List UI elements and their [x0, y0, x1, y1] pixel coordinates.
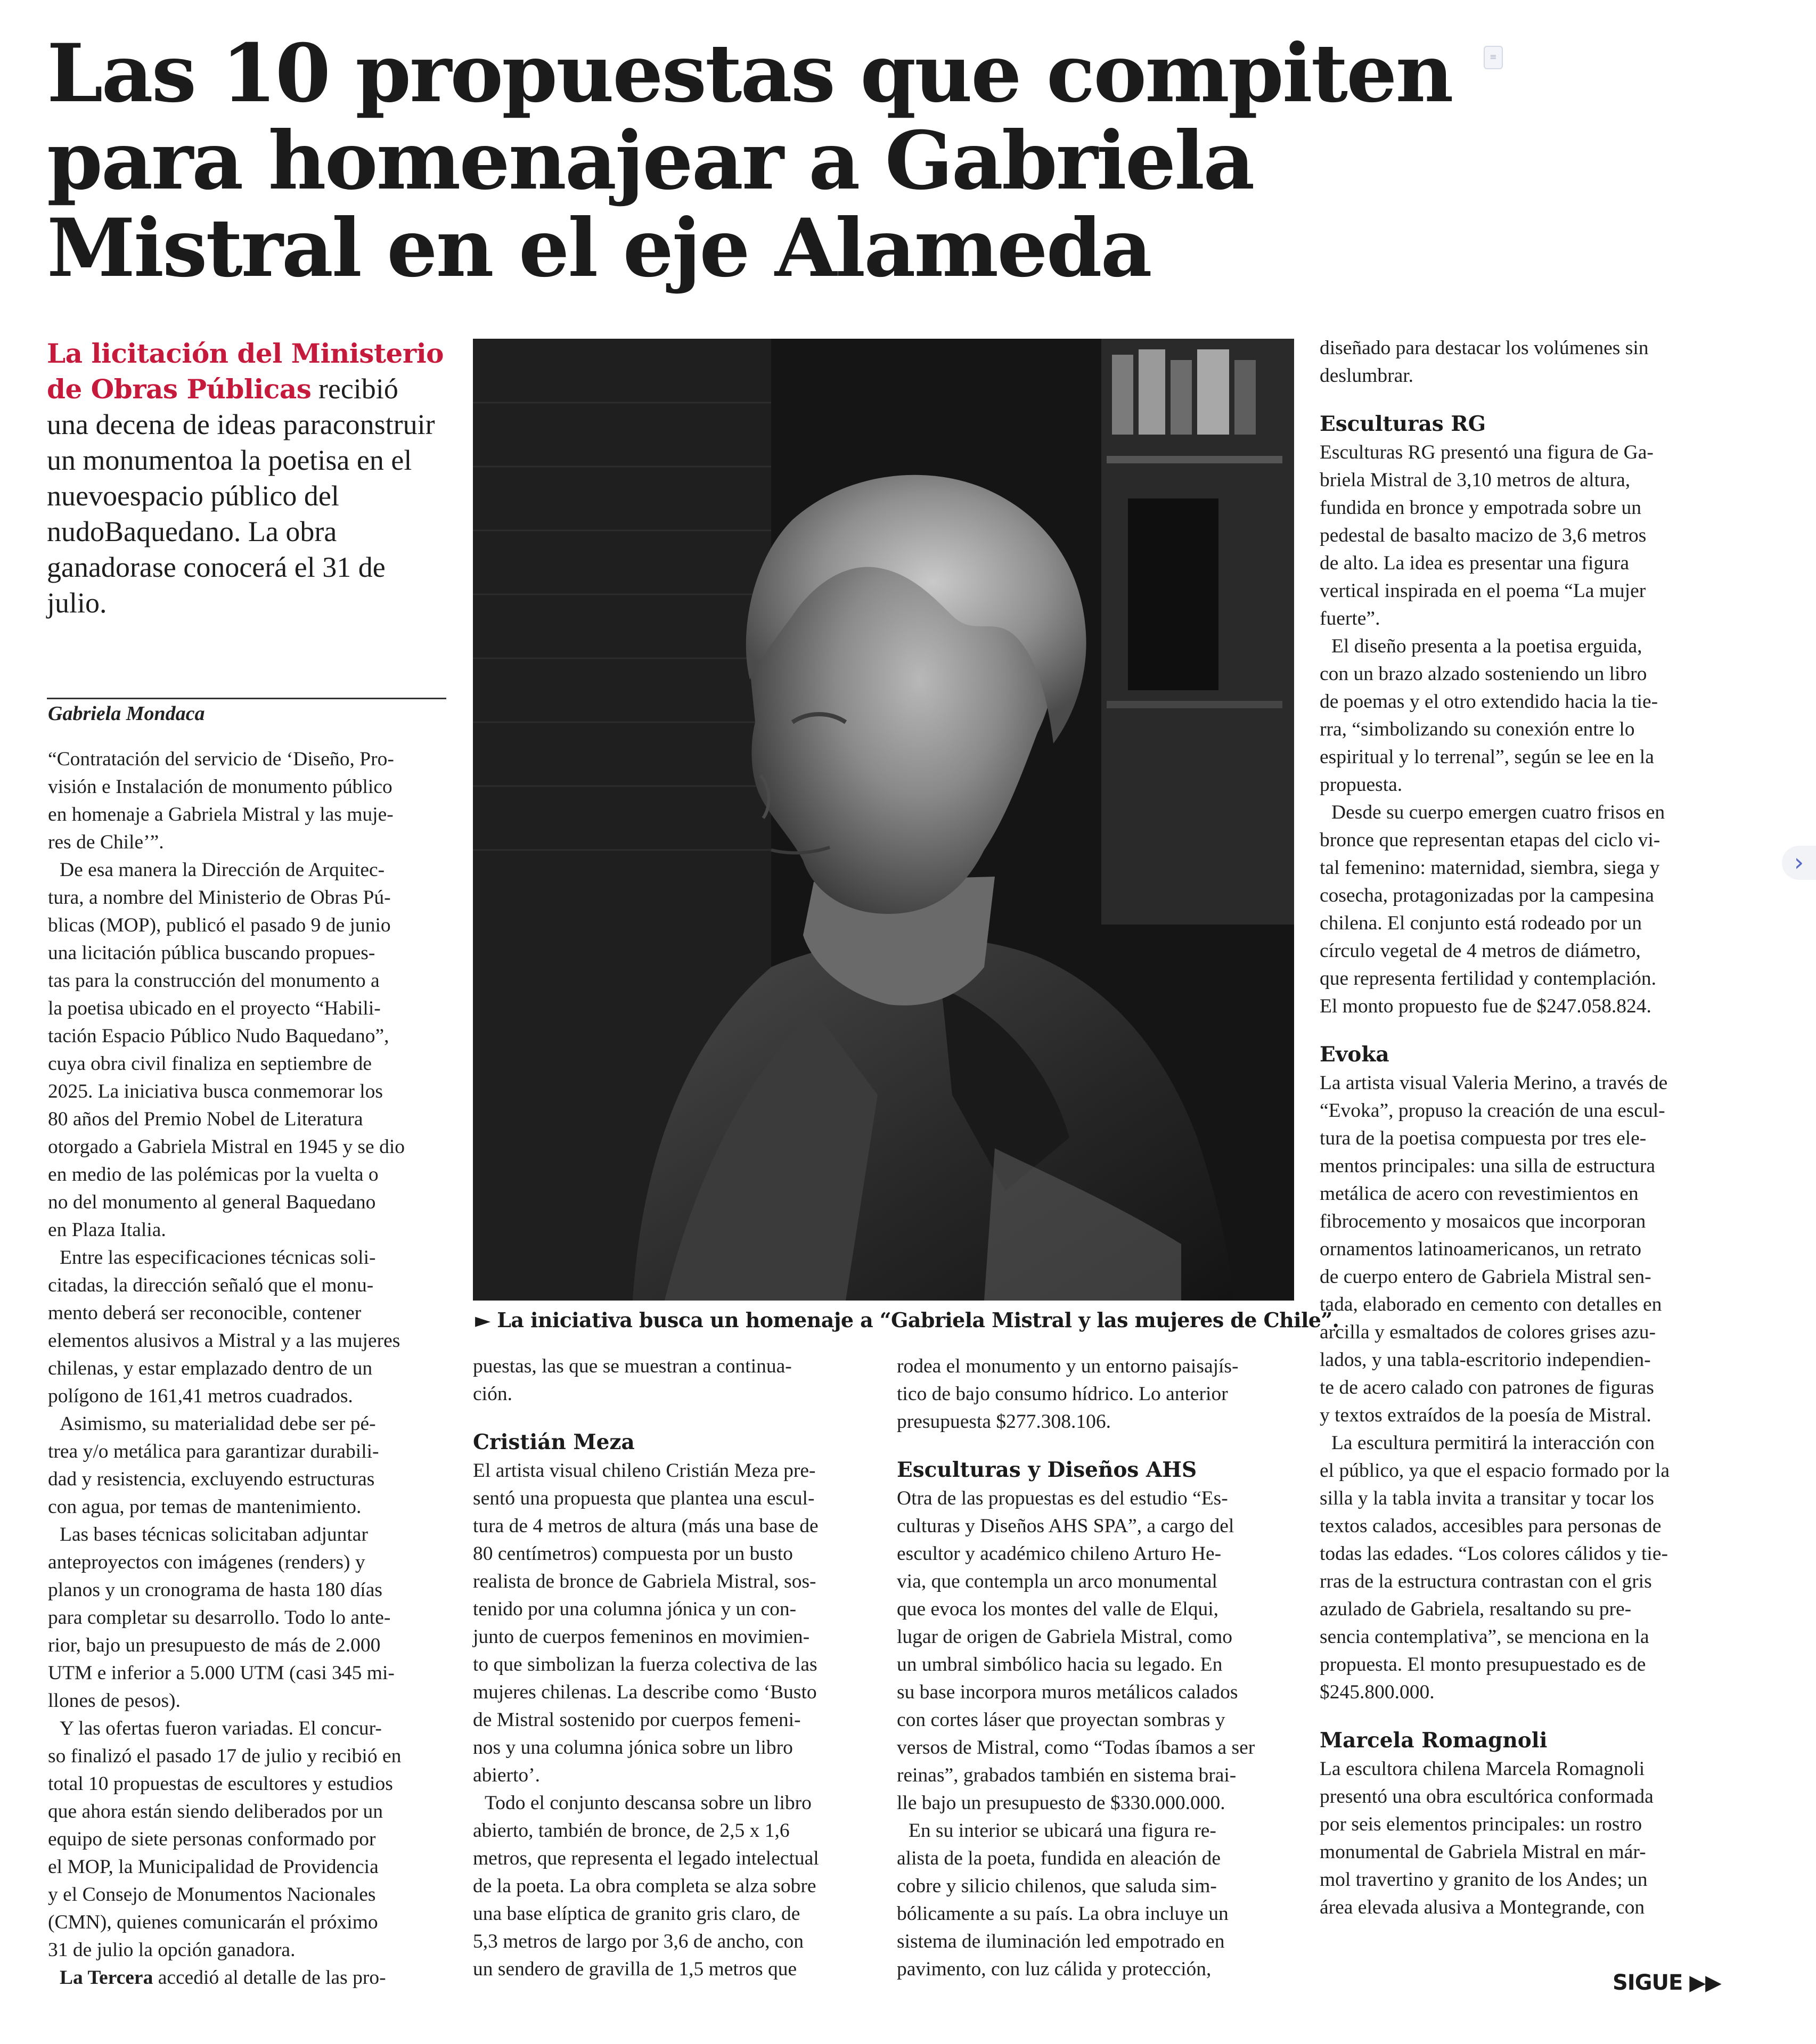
portrait-photo: [473, 339, 1294, 1301]
text-line: de cuerpo entero de Gabriela Mistral sen-: [1320, 1266, 1651, 1288]
text-line: pavimento, con luz cálida y protección,: [897, 1958, 1212, 1980]
text-line: la poetisa ubicado en el proyecto “Habili-: [48, 998, 381, 1019]
text-line: presupuesta $277.308.106.: [897, 1411, 1111, 1433]
text-line: abierto’.: [473, 1764, 540, 1786]
text-line: equipo de siete personas conformado por: [48, 1828, 376, 1850]
text-line: en Plaza Italia.: [48, 1219, 166, 1241]
byline-rule: [47, 698, 446, 699]
text-line: mentos principales: una silla de estructura: [1320, 1155, 1656, 1177]
text-line: La escultura permitirá la interacción con: [1331, 1432, 1655, 1454]
text-line: “Contratación del servicio de ‘Diseño, Pro-: [48, 748, 394, 770]
text-line: con un brazo alzado sosteniendo un libro: [1320, 663, 1647, 685]
text-line: tenido por una columna jónica y un con-: [473, 1598, 797, 1620]
text-line: tico de bajo consumo hídrico. Lo anterior: [897, 1383, 1228, 1405]
text-line: (CMN), quienes comunicarán el próximo: [48, 1911, 378, 1933]
text-line: bronce que representan etapas del ciclo vi-: [1320, 829, 1660, 851]
text-line: de la poeta. La obra completa se alza sobre: [473, 1875, 816, 1897]
text-line: que representa fertilidad y contemplación.: [1320, 968, 1657, 990]
text-line: via, que contempla un arco monumental: [897, 1571, 1217, 1592]
text-line: te de acero calado con patrones de figuras: [1320, 1377, 1654, 1399]
text-line: espiritual y lo terrenal”, según se lee en la: [1320, 746, 1654, 768]
text-line: De esa manera la Dirección de Arquitec-: [60, 859, 385, 881]
text-line: chilenas, y estar emplazado dentro de un: [48, 1358, 373, 1379]
text-line: de poemas y el otro extendido hacia la tie-: [1320, 691, 1658, 713]
chevron-right-icon[interactable]: ›: [1782, 846, 1816, 880]
section-heading: Marcela Romagnoli: [1320, 1728, 1548, 1753]
text-line: tura de 4 metros de altura (más una base de: [473, 1515, 819, 1537]
text-line: sencia contemplativa”, se menciona en la: [1320, 1626, 1649, 1648]
text-line: bólicamente a su país. La obra incluye un: [897, 1903, 1229, 1925]
text-line: “Evoka”, propuso la creación de una escul-: [1320, 1100, 1665, 1122]
text-line: planos y un cronograma de hasta 180 días: [48, 1579, 382, 1601]
text-line: La escultora chilena Marcela Romagnoli: [1320, 1758, 1645, 1780]
text-line: tura, a nombre del Ministerio de Obras Pú-: [48, 887, 391, 909]
text-line: diseñado para destacar los volúmenes sin: [1320, 337, 1649, 359]
text-line: Esculturas RG presentó una figura de Ga-: [1320, 441, 1654, 463]
text-line: citadas, la dirección señaló que el monu-: [48, 1274, 374, 1296]
text-line: área elevada alusiva a Montegrande, con: [1320, 1896, 1645, 1918]
text-line: 80 centímetros) compuesta por un busto: [473, 1543, 793, 1565]
text-line: el público, ya que el espacio formado por la: [1320, 1460, 1670, 1482]
text-line: Otra de las propuestas es del estudio “Es-: [897, 1487, 1228, 1509]
text-line: trea y/o metálica para garantizar durabili-: [48, 1441, 379, 1462]
column-2: [473, 1353, 870, 1983]
text-line: 31 de julio la opción ganadora.: [48, 1939, 296, 1961]
text-line: de Mistral sostenido por cuerpos femeni-: [473, 1709, 801, 1731]
column-4: [1320, 334, 1717, 1922]
text-line: con cortes láser que proyectan sombras y: [897, 1709, 1225, 1731]
text-line: dad y resistencia, excluyendo estructuras: [48, 1468, 375, 1490]
text-line: en homenaje a Gabriela Mistral y las muje-: [48, 804, 394, 825]
text-line: mento deberá ser reconocible, contener: [48, 1302, 362, 1324]
text-line: se conocerá el 31 de julio.: [47, 551, 386, 619]
column-3: [897, 1353, 1294, 1983]
text-line: azulado de Gabriela, resaltando su pre-: [1320, 1598, 1632, 1620]
text-line: lugar de origen de Gabriela Mistral, como: [897, 1626, 1232, 1648]
text-line: junto de cuerpos femeninos en movimien-: [473, 1626, 810, 1648]
text-line: to que simbolizan la fuerza colectiva de las: [473, 1654, 817, 1675]
text-line: [48, 1964, 445, 1992]
text-line: todas las edades. “Los colores cálidos y tie-: [1320, 1543, 1668, 1565]
headline-line-1: Las 10 propuestas que compiten: [47, 27, 1452, 120]
text-line: metros, que representa el legado intelectual: [473, 1847, 819, 1869]
text-line: llones de pesos).: [48, 1690, 181, 1712]
text-line: Y las ofertas fueron variadas. El concur-: [60, 1718, 382, 1739]
text-line: círculo vegetal de 4 metros de diámetro,: [1320, 940, 1641, 962]
text-line: Entre las especificaciones técnicas soli-: [60, 1247, 376, 1269]
lead-line-2: [47, 371, 452, 407]
paragraph-gap: [897, 1436, 1294, 1451]
text-line: en medio de las polémicas por la vuelta o: [48, 1164, 379, 1185]
text-line: anteproyectos con imágenes (renders) y: [48, 1551, 365, 1573]
text-line: con agua, por temas de mantenimiento.: [48, 1496, 362, 1518]
section-heading: Esculturas RG: [1320, 412, 1486, 436]
text-line: tas para la construcción del monumento a: [48, 970, 380, 992]
text-line: rior, bajo un presupuesto de más de 2.000: [48, 1634, 381, 1656]
text-line: arcilla y esmaltados de colores grises azu-: [1320, 1321, 1656, 1343]
text-line: a la poetisa en el nuevo: [47, 444, 412, 512]
paragraph-gap: [1320, 390, 1717, 405]
text-line: rodea el monumento y un entorno paisajís-: [897, 1355, 1239, 1377]
text-line: el MOP, la Municipalidad de Providencia: [48, 1856, 379, 1878]
continue-label: SIGUE ▶▶: [1613, 1971, 1721, 1995]
lead-red-line-2: de Obras Públicas: [47, 373, 312, 405]
text-line: no del monumento al general Baquedano: [48, 1191, 376, 1213]
text-line: tación Espacio Público Nudo Baquedano”,: [48, 1025, 389, 1047]
text-line: lle bajo un presupuesto de $330.000.000.: [897, 1792, 1225, 1814]
text-line: 80 años del Premio Nobel de Literatura: [48, 1108, 363, 1130]
text-line: una base elíptica de granito gris claro, de: [473, 1903, 800, 1925]
text-line: so finalizó el pasado 17 de julio y recibió en: [48, 1745, 402, 1767]
newspaper-name: La Tercera: [60, 1967, 153, 1989]
text-line: ción.: [473, 1383, 512, 1405]
lead-paragraph: [47, 336, 452, 621]
text-line: UTM e inferior a 5.000 UTM (casi 345 mi-: [48, 1662, 395, 1684]
text-line: El monto propuesto fue de $247.058.824.: [1320, 995, 1651, 1017]
text-line: mol travertino y granito de los Andes; un: [1320, 1869, 1648, 1891]
text-line: fundida en bronce y empotrada sobre un: [1320, 497, 1641, 519]
text-line: realista de bronce de Gabriela Mistral, sos-: [473, 1571, 816, 1592]
text-line: pedestal de basalto macizo de 3,6 metros: [1320, 525, 1647, 546]
section-heading: Esculturas y Diseños AHS: [897, 1458, 1197, 1482]
text-line: cosecha, protagonizadas por la campesina: [1320, 885, 1654, 906]
text-line: construir un monumento: [47, 408, 435, 476]
paragraph-gap: [1320, 1706, 1717, 1721]
text-line: una licitación pública buscando propues-: [48, 942, 375, 964]
text-line: fibrocemento y mosaicos que incorporan: [1320, 1211, 1646, 1232]
text-line: La artista visual Valeria Merino, a través de: [1320, 1072, 1668, 1094]
text-line: Baquedano. La obra ganadora: [47, 516, 337, 583]
text-line: visión e Instalación de monumento público: [48, 776, 392, 798]
caption-marker: ►: [475, 1308, 490, 1332]
column-1: [48, 746, 445, 1992]
headline-line-3: Mistral en el eje Alameda: [47, 201, 1151, 295]
page-menu-icon[interactable]: ≡: [1484, 46, 1503, 69]
text-line: tada, elaborado en cemento con detalles en: [1320, 1294, 1662, 1315]
caption-text: La iniciativa busca un homenaje a “Gabriela Mistral y las mujeres de Chile”.: [497, 1308, 1339, 1332]
text-line: sentó una propuesta que plantea una escul-: [473, 1487, 815, 1509]
photo-caption: [475, 1308, 1339, 1332]
paragraph-gap: [1320, 1020, 1717, 1035]
text-line: una decena de ideas para: [47, 408, 333, 440]
text-line: total 10 propuestas de escultores y estudios: [48, 1773, 393, 1795]
text-line: metálica de acero con revestimientos en: [1320, 1183, 1639, 1205]
text-line: Las bases técnicas solicitaban adjuntar: [60, 1524, 368, 1546]
text-line: Desde su cuerpo emergen cuatro frisos en: [1331, 802, 1665, 823]
text-line: res de Chile’”.: [48, 831, 164, 853]
text-line: chilena. El conjunto está rodeado por un: [1320, 912, 1642, 934]
byline: Gabriela Mondaca: [48, 702, 205, 725]
text-line: espacio público del nudo: [47, 480, 339, 547]
lead-after-red: recibió: [311, 373, 398, 405]
text-line: para completar su desarrollo. Todo lo ante-: [48, 1607, 391, 1629]
text-line: cobre y silicio chilenos, que saluda sim-: [897, 1875, 1217, 1897]
text-line: blicas (MOP), publicó el pasado 9 de junio: [48, 914, 391, 936]
paragraph-gap: [473, 1408, 870, 1423]
portrait-illustration: [473, 339, 1294, 1301]
text-line: propuesta. El monto presupuestado es de: [1320, 1654, 1646, 1675]
text-line: por seis elementos principales: un rostro: [1320, 1813, 1642, 1835]
text-line: que ahora están siendo deliberados por un: [48, 1801, 383, 1822]
text-line: textos calados, accesibles para personas de: [1320, 1515, 1662, 1537]
text-line: un umbral simbólico hacia su legado. En: [897, 1654, 1223, 1675]
section-heading: Cristián Meza: [473, 1430, 635, 1454]
text-line: escultor y académico chileno Arturo He-: [897, 1543, 1222, 1565]
text-line: tura de la poetisa compuesta por tres ele-: [1320, 1127, 1647, 1149]
text-line: presentó una obra escultórica conformada: [1320, 1786, 1654, 1808]
text-line: monumental de Gabriela Mistral en már-: [1320, 1841, 1646, 1863]
text-line: Todo el conjunto descansa sobre un libro: [485, 1792, 812, 1814]
text-line: versos de Mistral, como “Todas íbamos a ser: [897, 1737, 1255, 1759]
text-line: El diseño presenta a la poetisa erguida,: [1331, 635, 1642, 657]
text-line: El artista visual chileno Cristián Meza pre-: [473, 1460, 816, 1482]
text-line: sistema de iluminación led empotrado en: [897, 1931, 1225, 1952]
text-line-rest: accedió al detalle de las pro-: [153, 1967, 386, 1989]
lead-lines: [47, 407, 452, 621]
headline-line-2: para homenajear a Gabriela: [47, 114, 1254, 208]
headline: [47, 27, 1452, 295]
text-line: puestas, las que se muestran a continua-: [473, 1355, 792, 1377]
text-line: su base incorpora muros metálicos calados: [897, 1681, 1238, 1703]
text-line: ornamentos latinoamericanos, un retrato: [1320, 1238, 1641, 1260]
text-line: nos y una columna jónica sobre un libro: [473, 1737, 793, 1759]
text-line: alista de la poeta, fundida en aleación de: [897, 1847, 1221, 1869]
text-line: un sendero de gravilla de 1,5 metros que: [473, 1958, 797, 1980]
text-line: lados, y una tabla-escritorio independien-: [1320, 1349, 1651, 1371]
text-line: rras de la estructura contrastan con el gris: [1320, 1571, 1652, 1592]
text-line: cuya obra civil finaliza en septiembre de: [48, 1053, 372, 1075]
text-line: que evoca los montes del valle de Elqui,: [897, 1598, 1218, 1620]
section-heading: Evoka: [1320, 1042, 1389, 1067]
text-line: abierto, también de bronce, de 2,5 x 1,6: [473, 1820, 790, 1842]
text-line: tal femenino: maternidad, siembra, siega y: [1320, 857, 1660, 879]
text-line: elementos alusivos a Mistral y a las mujeres: [48, 1330, 400, 1352]
text-line: propuesta.: [1320, 774, 1403, 796]
text-line: Asimismo, su materialidad debe ser pé-: [60, 1413, 376, 1435]
text-line: En su interior se ubicará una figura re-: [909, 1820, 1216, 1842]
text-line: 2025. La iniciativa busca conmemorar los: [48, 1081, 383, 1102]
text-line: reinas”, grabados también en sistema brai-: [897, 1764, 1237, 1786]
text-line: culturas y Diseños AHS SPA”, a cargo del: [897, 1515, 1234, 1537]
text-line: briela Mistral de 3,10 metros de altura,: [1320, 469, 1631, 491]
lead-red-line-1: La licitación del Ministerio: [47, 338, 444, 369]
text-line: 5,3 metros de largo por 3,6 de ancho, con: [473, 1931, 804, 1952]
text-line: $245.800.000.: [1320, 1681, 1435, 1703]
text-line: y el Consejo de Monumentos Nacionales: [48, 1884, 376, 1906]
text-line: rra, “simbolizando su conexión entre lo: [1320, 718, 1635, 740]
text-line: vertical inspirada en el poema “La mujer: [1320, 580, 1646, 602]
text-line: de alto. La idea es presentar una figura: [1320, 552, 1629, 574]
text-line: fuerte”.: [1320, 608, 1380, 629]
text-line: silla y la tabla invita a transitar y tocar los: [1320, 1487, 1654, 1509]
text-line: deslumbrar.: [1320, 365, 1414, 387]
text-line: otorgado a Gabriela Mistral en 1945 y se dio: [48, 1136, 405, 1158]
text-line: mujeres chilenas. La describe como ‘Busto: [473, 1681, 817, 1703]
text-line: polígono de 161,41 metros cuadrados.: [48, 1385, 353, 1407]
text-line: y textos extraídos de la poesía de Mistral.: [1320, 1404, 1651, 1426]
